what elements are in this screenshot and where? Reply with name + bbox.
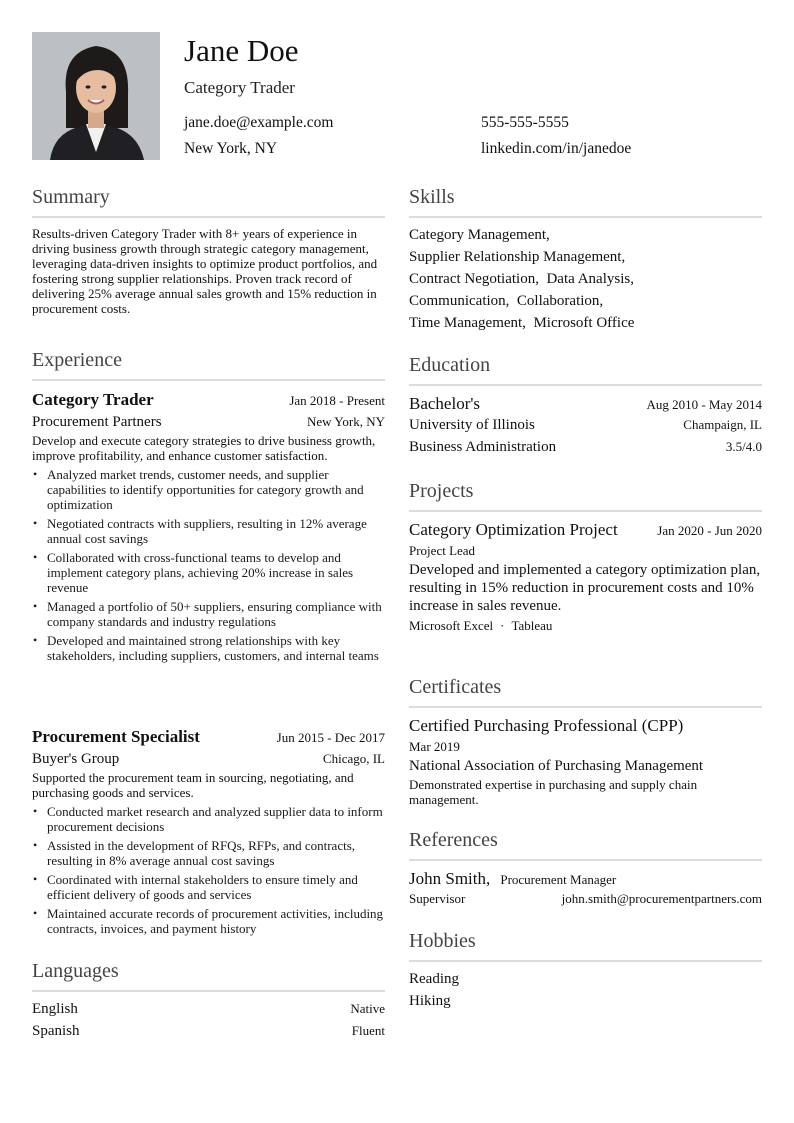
skills-divider <box>409 216 762 218</box>
job-location: New York, NY <box>306 414 385 429</box>
certificates-divider <box>409 706 762 708</box>
education-gpa: 3.5/4.0 <box>725 439 762 454</box>
project-tools <box>409 618 762 633</box>
job-title: Category Trader <box>32 390 154 409</box>
tool-separator: · <box>500 618 505 633</box>
certificate-entry <box>409 716 762 807</box>
hobby-item: Reading <box>409 971 459 987</box>
job-bullet: • Assisted in the development of RFQs, RFPs, and contracts, resulting in 8% average annual cost savings <box>32 838 385 868</box>
job-bullet: • Collaborated with cross-functional teams to develop and implement category plans, achieving 20% increase in sales revenue <box>32 550 385 595</box>
skills-line <box>409 224 762 246</box>
job-bullet: • Maintained accurate records of procurement activities, including contracts, invoices, and payment history <box>32 906 385 936</box>
job-dates: Jan 2018 - Present <box>289 393 385 408</box>
candidate-name: Jane Doe <box>184 33 299 68</box>
skill-item: Communication, <box>409 293 510 309</box>
portrait-image <box>32 32 160 160</box>
job-bullet: • Developed and maintained strong relationships with key stakeholders, including suppliers, customers, and internal teams <box>32 633 385 663</box>
project-dates: Jan 2020 - Jun 2020 <box>657 523 762 538</box>
certificates-heading: Certificates <box>409 676 502 698</box>
language-level: Fluent <box>351 1023 385 1038</box>
education-school-row <box>409 414 762 436</box>
job-subheader <box>32 749 385 769</box>
hobby-item: Hiking <box>409 993 451 1009</box>
skills-line <box>409 290 762 312</box>
languages-list <box>32 998 385 1042</box>
hobbies-divider <box>409 960 762 962</box>
education-header <box>409 394 762 414</box>
job-bullet: • Analyzed market trends, customer needs, and supplier capabilities to identify opportunities for category growth and optimization <box>32 467 385 512</box>
job-bullets <box>32 467 385 663</box>
email-link[interactable]: jane.doe@example.com <box>184 114 334 131</box>
references-heading: References <box>409 829 498 851</box>
language-name: English <box>32 1001 78 1017</box>
experience-heading: Experience <box>32 349 122 371</box>
hobbies-list <box>409 968 762 1012</box>
education-entry <box>409 394 762 458</box>
skills-line <box>409 246 762 268</box>
candidate-title: Category Trader <box>184 78 295 97</box>
education-dates: Aug 2010 - May 2014 <box>646 397 762 412</box>
job-bullet: • Negotiated contracts with suppliers, resulting in 12% average annual cost savings <box>32 516 385 546</box>
skill-item: Contract Negotiation, <box>409 271 539 287</box>
education-heading: Education <box>409 354 491 376</box>
job-entry <box>32 727 385 936</box>
reference-position: Procurement Manager <box>500 872 617 887</box>
job-bullet: • Coordinated with internal stakeholders to ensure timely and efficient delivery of goods and services <box>32 872 385 902</box>
phone-text[interactable]: 555-555-5555 <box>481 114 569 131</box>
hobbies-heading: Hobbies <box>409 930 476 952</box>
summary-heading: Summary <box>32 186 110 208</box>
languages-heading: Languages <box>32 960 119 982</box>
job-bullets <box>32 804 385 936</box>
skill-item: Time Management, <box>409 315 526 331</box>
job-header <box>32 727 385 747</box>
language-item <box>32 1020 385 1042</box>
job-title: Procurement Specialist <box>32 727 200 746</box>
reference-header <box>409 869 762 889</box>
language-level: Native <box>350 1001 385 1016</box>
skills-line <box>409 268 762 290</box>
skills-heading: Skills <box>409 186 455 208</box>
job-bullet: • Conducted market research and analyzed supplier data to inform procurement decisions <box>32 804 385 834</box>
job-subheader <box>32 412 385 432</box>
profile-photo <box>32 32 160 160</box>
linkedin-link[interactable]: linkedin.com/in/janedoe <box>481 140 632 157</box>
education-school: University of Illinois <box>409 417 535 433</box>
job-description: Supported the procurement team in sourcing, negotiating, and purchasing goods and services. <box>32 770 354 800</box>
project-header <box>409 520 762 540</box>
job-company: Procurement Partners <box>32 414 162 430</box>
job-entry <box>32 390 385 663</box>
project-tool: Tableau <box>511 618 553 633</box>
project-entry <box>409 520 762 633</box>
projects-heading: Projects <box>409 480 474 502</box>
certificate-date: Mar 2019 <box>409 739 460 754</box>
skill-item: Collaboration, <box>516 293 604 309</box>
certificate-issuer: National Association of Purchasing Management <box>409 758 704 774</box>
job-dates: Jun 2015 - Dec 2017 <box>276 730 385 745</box>
reference-name: John Smith, <box>409 869 491 888</box>
language-item <box>32 998 385 1020</box>
location-text: New York, NY <box>184 140 278 157</box>
job-company: Buyer's Group <box>32 751 120 767</box>
skill-item: Microsoft Office <box>533 315 635 331</box>
skill-item: Data Analysis, <box>546 271 634 287</box>
summary-text: Results-driven Category Trader with 8+ years of experience in driving business growth through strategic category management, leveraging data-driven insights to optimize product portfolios, and fostering strong supplier relationships. Proven track record of delivering 25% average annual sales growth and 15% reduction in procurement costs. <box>32 226 378 316</box>
projects-divider <box>409 510 762 512</box>
skill-item: Supplier Relationship Management, <box>409 249 626 265</box>
skill-item: Category Management, <box>409 227 550 243</box>
education-location: Champaign, IL <box>683 417 762 432</box>
references-divider <box>409 859 762 861</box>
reference-entry <box>409 869 762 906</box>
reference-relation: Supervisor <box>409 891 466 906</box>
language-name: Spanish <box>32 1023 80 1039</box>
summary-divider <box>32 216 385 218</box>
certificate-description: Demonstrated expertise in purchasing and supply chain management. <box>409 777 698 807</box>
languages-divider <box>32 990 385 992</box>
education-degree: Bachelor's <box>409 394 481 413</box>
education-field-row <box>409 436 762 458</box>
job-bullet: • Managed a portfolio of 50+ suppliers, ensuring compliance with company standards and industry regulations <box>32 599 385 629</box>
project-description: Developed and implemented a category optimization plan, resulting in 15% reduction in procurement costs and 10% increase in sales revenue. <box>409 562 761 614</box>
reference-contact-row <box>409 891 762 906</box>
project-name: Category Optimization Project <box>409 520 618 539</box>
experience-divider <box>32 379 385 381</box>
education-divider <box>409 384 762 386</box>
job-header <box>32 390 385 410</box>
certificate-name: Certified Purchasing Professional (CPP) <box>409 716 684 735</box>
project-role: Project Lead <box>409 543 476 558</box>
reference-email[interactable]: john.smith@procurementpartners.com <box>561 891 762 906</box>
skills-line <box>409 312 762 334</box>
job-location: Chicago, IL <box>322 751 385 766</box>
skills-list <box>409 224 762 334</box>
education-field: Business Administration <box>409 439 557 455</box>
job-description: Develop and execute category strategies to drive business growth, improve profitability, and enhance customer satisfaction. <box>32 433 376 463</box>
project-tool: Microsoft Excel <box>409 618 494 633</box>
